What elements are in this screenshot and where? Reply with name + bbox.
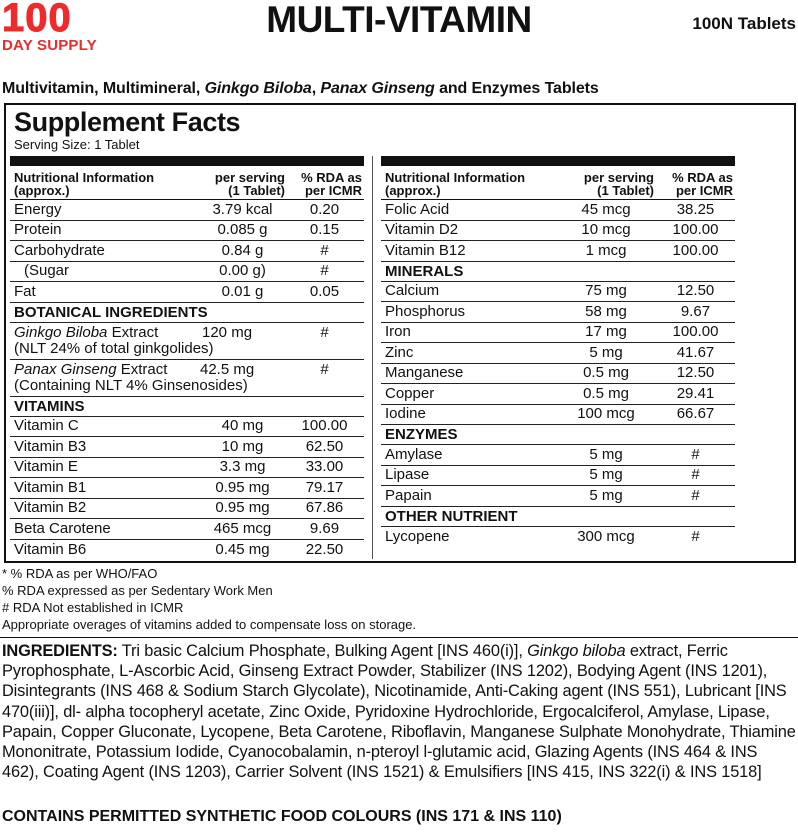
nutrient-rda: #	[320, 262, 329, 280]
table-row	[381, 466, 735, 487]
nutrient-name: Calcium	[385, 282, 440, 300]
table-row	[381, 302, 735, 323]
nutrient-rda: #	[691, 445, 700, 463]
section-enzymes: ENZYMES	[381, 425, 735, 445]
product-subtitle	[2, 80, 599, 98]
nutrient-rda: 100.00	[672, 221, 719, 239]
table-row	[381, 445, 735, 466]
nutrient-amount: 0.5 mg	[583, 364, 629, 382]
product-title: MULTI-VITAMIN	[266, 0, 532, 40]
table-row	[10, 282, 364, 303]
nutrient-rda: 0.20	[309, 200, 340, 218]
table-row	[381, 405, 735, 426]
supplement-facts-title: Supplement Facts	[14, 107, 241, 137]
supplement-facts-panel	[4, 103, 796, 563]
brand-tagline: DAY SUPPLY	[2, 37, 97, 54]
table-header	[381, 166, 735, 200]
panax-value: 42.5 mg	[200, 360, 255, 378]
table-row	[381, 364, 735, 385]
nutrient-amount: 0.95 mg	[215, 478, 270, 496]
section-minerals: MINERALS	[381, 262, 735, 282]
header-approx: (approx.)	[14, 183, 70, 198]
divider	[0, 637, 798, 638]
nutrient-name: Iodine	[385, 405, 426, 423]
header-approx: (approx.)	[385, 183, 441, 198]
nutrient-name: Energy	[14, 200, 62, 218]
subtitle-part: Multivitamin, Multimineral,	[2, 80, 205, 97]
nutrient-rda: 12.50	[676, 282, 715, 300]
table-row	[10, 417, 364, 438]
nutrient-rda: 66.67	[676, 405, 715, 423]
ingredients-part: Tri basic Calcium Phosphate, Bulking Agent [INS 460(i)],	[117, 642, 528, 660]
nutrient-amount: 10 mg	[221, 437, 264, 455]
header-nutritional: Nutritional Information	[385, 170, 526, 185]
nutrient-name: Vitamin B3	[14, 437, 87, 455]
ginkgo-value: 120 mg	[202, 323, 253, 341]
table-row	[381, 241, 735, 262]
footnote: Appropriate overages of vitamins added to compensate loss on storage.	[2, 617, 417, 632]
header-icmr: per ICMR	[675, 183, 733, 198]
nutrient-rda: 0.05	[309, 282, 340, 300]
ginkgo-rda: #	[320, 323, 329, 341]
column-divider	[372, 156, 373, 559]
nutrient-amount: 0.01 g	[221, 282, 264, 300]
nutrient-rda: 9.69	[309, 519, 340, 537]
nutrient-amount: 0.84 g	[221, 241, 264, 259]
ingredients-text	[2, 641, 796, 782]
section-botanical: BOTANICAL INGREDIENTS	[10, 303, 364, 323]
header-bar	[381, 156, 735, 166]
tablet-count: 100N Tablets	[692, 14, 796, 33]
table-row	[381, 384, 735, 405]
panax-rda: #	[320, 360, 329, 378]
header-nutritional: Nutritional Information	[14, 170, 155, 185]
table-row	[10, 499, 364, 520]
footnote: % RDA expressed as per Sedentary Work Men	[2, 583, 273, 598]
nutrient-amount: 1 mcg	[585, 241, 627, 259]
nutrient-name: Phosphorus	[385, 302, 466, 320]
facts-left-column	[10, 156, 364, 560]
nutrient-name: Vitamin B12	[385, 241, 466, 259]
nutrient-name: Carbohydrate	[14, 241, 105, 259]
nutrient-rda: 79.17	[305, 478, 344, 496]
nutrient-name: Lipase	[385, 466, 430, 484]
nutrient-amount: 0.45 mg	[215, 540, 270, 558]
subtitle-part: and Enzymes Tablets	[434, 80, 599, 97]
header-tablet: (1 Tablet)	[228, 183, 285, 198]
table-row	[10, 262, 364, 283]
ingredients-part: extract, Ferric Pyrophosphate, L-Ascorbic Acid, Ginseng Extract Powder, Stabilizer (INS 1202), Bodying Agent (INS 1201), Disintegrants (INS 468 & Sodium Starch Glycolate), Nicotinamide, Anti-Caking agent (INS 551), Lubricant [INS 470(iii)], dl- alpha tocopheryl acetate, Zinc Oxide, Pyridoxine Hydrochloride, Ergocalciferol, Amylase, Lipase, Papain, Copper Gluconate, Lycopene, Beta Carotene, Riboflavin, Manganese Sulphate Monohydrate, Thiamine Mononitrate, Potassium Iodide, Cyanocobalamin, n-pteroyl l-glutamic acid, Glazing Agents (INS 464 & INS 462), Coating Agent (INS 1203), Carrier Solvent (INS 1521) & Emulsifiers [INS 415, INS 322(i) & INS 1518]	[2, 642, 796, 782]
nutrient-name: Zinc	[385, 343, 414, 361]
nutrient-rda: 9.67	[680, 302, 711, 320]
nutrient-amount: 45 mcg	[581, 200, 631, 218]
table-row	[381, 323, 735, 344]
nutrient-rda: 100.00	[301, 417, 348, 435]
header-per-serving: per serving	[583, 170, 654, 185]
nutrient-rda: 67.86	[305, 499, 344, 517]
nutrient-amount: 10 mcg	[581, 221, 631, 239]
table-row	[381, 486, 735, 507]
subtitle-part: ,	[311, 80, 321, 97]
header-icmr: per ICMR	[304, 183, 362, 198]
nutrient-rda: 0.15	[309, 221, 340, 239]
nutrient-name: Beta Carotene	[14, 519, 111, 537]
subtitle-ginkgo: Ginkgo Biloba	[204, 80, 312, 97]
nutrient-name: Lycopene	[385, 527, 450, 545]
nutrient-name: Fat	[14, 282, 36, 300]
nutrient-rda: #	[691, 486, 700, 504]
nutrient-amount: 58 mg	[585, 302, 627, 320]
panax-row	[10, 360, 364, 397]
nutrient-rda: 100.00	[672, 323, 719, 341]
nutrient-rda: 33.00	[305, 458, 344, 476]
header-bar	[10, 156, 364, 166]
table-header	[10, 166, 364, 200]
nutrient-name: Papain	[385, 486, 432, 504]
table-row	[10, 241, 364, 262]
panax-detail: (Containing NLT 4% Ginsenosides)	[14, 376, 248, 394]
nutrient-amount: 0.00 g)	[219, 262, 266, 280]
nutrient-rda: 29.41	[676, 384, 715, 402]
facts-right-column	[381, 156, 735, 547]
nutrient-amount: 300 mcg	[577, 527, 635, 545]
nutrient-amount: 75 mg	[585, 282, 627, 300]
nutrient-rda: #	[691, 466, 700, 484]
nutrient-name: Folic Acid	[385, 200, 450, 218]
nutrient-name: Vitamin B2	[14, 499, 87, 517]
footnotes	[2, 565, 416, 633]
nutrient-name: Vitamin E	[14, 458, 78, 476]
header-rda: % RDA as	[301, 170, 362, 185]
nutrient-name: Manganese	[385, 364, 464, 382]
nutrient-amount: 5 mg	[589, 343, 623, 361]
nutrient-rda: 38.25	[676, 200, 715, 218]
nutrient-rda: 22.50	[305, 540, 344, 558]
nutrient-name: Vitamin B1	[14, 478, 87, 496]
nutrient-amount: 5 mg	[589, 466, 623, 484]
nutrient-amount: 465 mcg	[213, 519, 272, 537]
header-tablet: (1 Tablet)	[597, 183, 654, 198]
nutrient-name: Vitamin B6	[14, 540, 87, 558]
nutrient-rda: #	[691, 527, 700, 545]
nutrient-rda: 41.67	[676, 343, 715, 361]
table-row	[381, 282, 735, 303]
serving-size: Serving Size: 1 Tablet	[14, 137, 140, 152]
header-per-serving: per serving	[214, 170, 285, 185]
nutrient-amount: 3.79 kcal	[212, 200, 273, 218]
subtitle-panax: Panax Ginseng	[320, 80, 435, 97]
table-row	[381, 200, 735, 221]
nutrient-amount: 5 mg	[589, 486, 623, 504]
nutrient-rda: #	[320, 241, 329, 259]
section-vitamins: VITAMINS	[10, 397, 364, 417]
nutrient-amount: 0.085 g	[217, 221, 268, 239]
table-row	[10, 437, 364, 458]
nutrient-name: (Sugar	[24, 262, 70, 280]
table-row	[10, 221, 364, 242]
nutrient-amount: 17 mg	[585, 323, 627, 341]
nutrient-rda: 12.50	[676, 364, 715, 382]
table-row	[10, 458, 364, 479]
brand-number: 100	[2, 0, 72, 40]
ginkgo-name: Ginkgo Biloba	[14, 323, 108, 341]
nutrient-amount: 40 mg	[221, 417, 264, 435]
nutrient-name: Amylase	[385, 445, 443, 463]
nutrient-name: Vitamin C	[14, 417, 79, 435]
nutrient-name: Copper	[385, 384, 435, 402]
table-row	[381, 221, 735, 242]
nutrient-amount: 100 mcg	[577, 405, 635, 423]
table-row	[381, 527, 735, 548]
nutrient-name: Protein	[14, 221, 62, 239]
nutrient-amount: 0.5 mg	[583, 384, 629, 402]
ingredients-label: INGREDIENTS:	[2, 642, 118, 660]
nutrient-rda: 100.00	[672, 241, 719, 259]
section-other-nutrient: OTHER NUTRIENT	[381, 507, 735, 527]
panax-extract: Extract	[116, 360, 168, 378]
footnote: # RDA Not established in ICMR	[2, 600, 184, 615]
table-row	[10, 200, 364, 221]
footnote: * % RDA as per WHO/FAO	[2, 566, 158, 581]
table-row	[10, 519, 364, 540]
nutrient-name: Vitamin D2	[385, 221, 459, 239]
nutrient-name: Iron	[385, 323, 411, 341]
table-row	[10, 478, 364, 499]
nutrient-amount: 0.95 mg	[215, 499, 270, 517]
ginkgo-extract: Extract	[107, 323, 159, 341]
table-row	[10, 540, 364, 561]
nutrient-amount: 3.3 mg	[219, 458, 266, 476]
food-colours-statement: CONTAINS PERMITTED SYNTHETIC FOOD COLOURS (INS 171 & INS 110)	[2, 808, 562, 825]
table-row	[381, 343, 735, 364]
ginkgo-row	[10, 323, 364, 360]
nutrient-rda: 62.50	[305, 437, 344, 455]
nutrient-amount: 5 mg	[589, 445, 623, 463]
panax-name: Panax Ginseng	[14, 360, 117, 378]
ginkgo-detail: (NLT 24% of total ginkgolides)	[14, 339, 214, 357]
ingredients-ginkgo: Ginkgo biloba	[527, 642, 626, 660]
header-rda: % RDA as	[672, 170, 733, 185]
